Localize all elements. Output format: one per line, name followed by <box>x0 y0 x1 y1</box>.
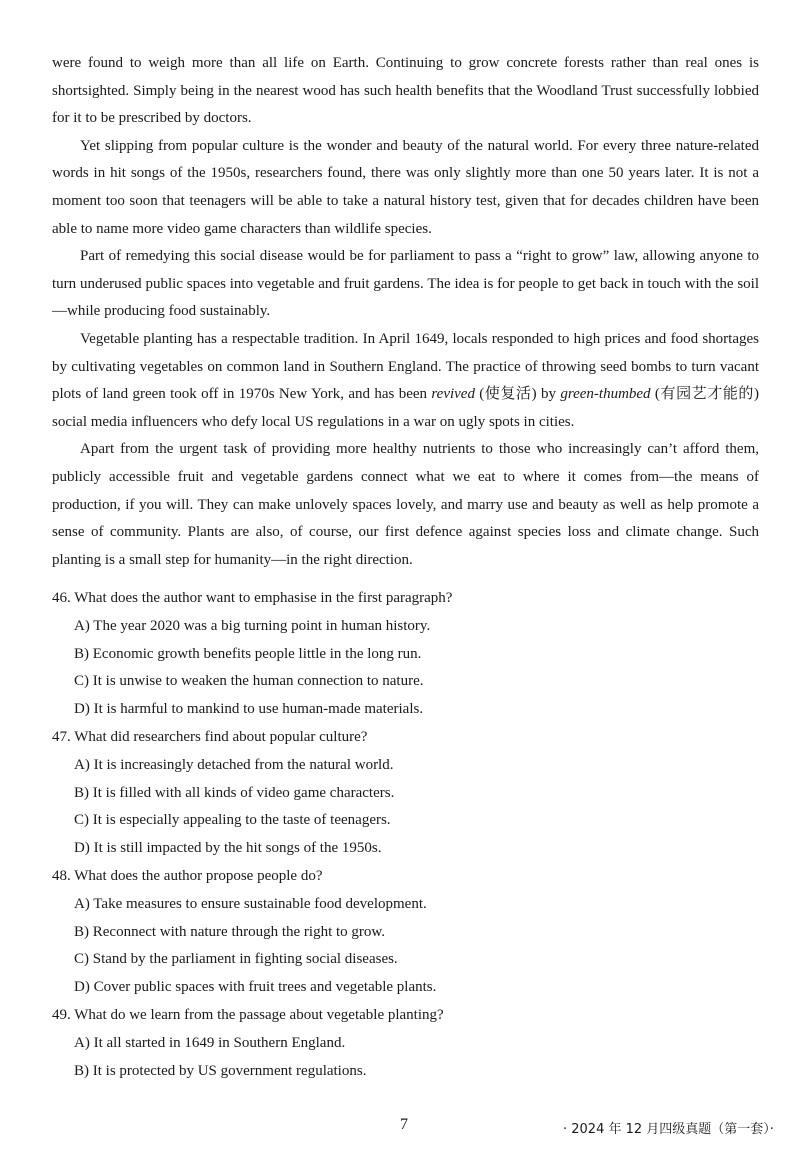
paragraph-text: (有园艺才能的) social media influencers who defy local US regulations in a war on ugly spots in cities. <box>52 386 759 430</box>
answer-option: D) It is harmful to mankind to use human-made materials. <box>74 701 424 718</box>
paragraph-text: Part of remedying this social disease would be for parliament to pass a “right to grow” law, allowing anyone to turn underused public spaces into vegetable and fruit gardens. The idea is for people to get back in touch with the soil—while producing food sustainably. <box>52 248 759 320</box>
passage-paragraph <box>52 436 759 574</box>
page-footer <box>0 1116 800 1140</box>
paragraph-text: were found to weigh more than all life on Earth. Continuing to grow concrete forests rather than real ones is shortsighted. Simply being in the nearest wood has such health benefits that the Woodland Trust successfully lobbied for it to be prescribed by doctors. <box>52 55 759 127</box>
paragraph-text: Vegetable planting has a respectable tradition. In April 1649, locals responded to high prices and food shortages by cultivating vegetables on common land in Southern England. The practice of throwing seed bombs to turn vacant plots of land green took off in 1970s New York, and has been <box>52 330 759 403</box>
passage-paragraph <box>52 326 759 436</box>
passage-paragraph <box>52 50 759 133</box>
answer-option: A) It is increasingly detached from the natural world. <box>74 756 394 773</box>
answer-option: B) It is filled with all kinds of video game characters. <box>74 784 395 801</box>
italic-term: revived <box>431 386 475 403</box>
question-stem: 47. What did researchers find about popular culture? <box>52 728 368 745</box>
question-item <box>52 1002 759 1085</box>
italic-term: green-thumbed <box>560 386 651 403</box>
answer-option: A) It all started in 1649 in Southern England. <box>74 1034 346 1051</box>
question-item <box>52 863 759 1002</box>
answer-option: B) Economic growth benefits people little in the long run. <box>74 645 422 662</box>
question-stem: 48. What does the author propose people do? <box>52 867 323 884</box>
answer-option: D) It is still impacted by the hit songs of the 1950s. <box>74 840 382 857</box>
passage-paragraph <box>52 243 759 326</box>
page-number: 7 <box>400 1116 408 1133</box>
passage-paragraph <box>52 133 759 243</box>
paragraph-text: Yet slipping from popular culture is the wonder and beauty of the natural world. For every three nature-related words in hit songs of the 1950s, researchers found, there was only slightly more than one 50 years later. It is not a moment too soon that teenagers will be able to take a natural history test, given that for decades children have been able to name more video game characters than wildlife species. <box>52 137 759 237</box>
question-stem: 49. What do we learn from the passage about vegetable planting? <box>52 1006 444 1023</box>
answer-option: B) It is protected by US government regulations. <box>74 1062 367 1079</box>
exam-title-tag: · 2024 年 12 月四级真题（第一套）· <box>563 1122 774 1137</box>
question-stem: 46. What does the author want to emphasise in the first paragraph? <box>52 590 453 606</box>
answer-option: A) Take measures to ensure sustainable food development. <box>74 895 427 912</box>
paragraph-text: Apart from the urgent task of providing more healthy nutrients to those who increasingly can’t afford them, publicly accessible fruit and vegetable gardens connect what we eat to where it comes from—the means of production, if you will. They can make unlovely spaces lovely, and marry use and beauty as well as help promote a sense of community. Plants are also, of course, our first defence against species loss and climate change. Such planting is a small step for humanity—in the right direction. <box>52 441 759 568</box>
answer-option: C) It is unwise to weaken the human connection to nature. <box>74 673 424 690</box>
answer-option: B) Reconnect with nature through the right to grow. <box>74 923 386 940</box>
answer-option: C) Stand by the parliament in fighting social diseases. <box>74 951 398 968</box>
answer-option: D) Cover public spaces with fruit trees and vegetable plants. <box>74 979 437 996</box>
paragraph-text: (使复活) by <box>474 386 561 403</box>
question-list <box>52 585 759 1085</box>
question-item <box>52 585 759 724</box>
answer-option: C) It is especially appealing to the taste of teenagers. <box>74 812 391 829</box>
answer-option: A) The year 2020 was a big turning point in human history. <box>74 617 431 634</box>
reading-passage <box>52 50 759 574</box>
question-item <box>52 724 759 863</box>
